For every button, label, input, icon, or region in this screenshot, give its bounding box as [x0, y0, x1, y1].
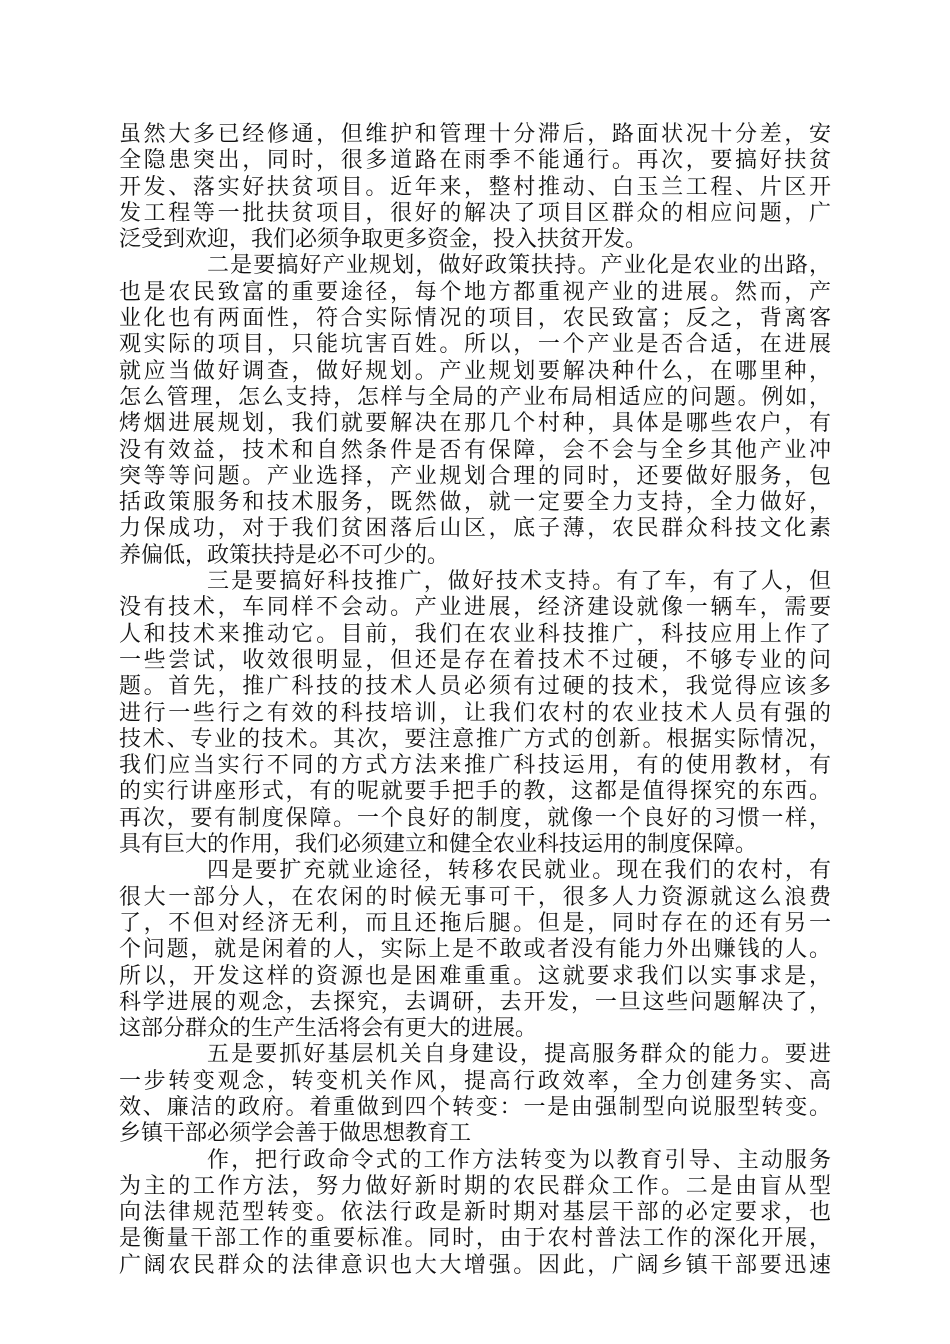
- text-line: 个问题，就是闲着的人，实际上是不敢或者没有能力外出赚钱的人。: [119, 937, 831, 963]
- text-line: 所以，开发这样的资源也是困难重重。这就要求我们以实事求是，: [119, 963, 831, 989]
- text-line: 作，把行政命令式的工作方法转变为以教育引导、主动服务: [207, 1147, 831, 1173]
- text-line: 广阔农民群众的法律意识也大大增强。因此，广阔乡镇干部要迅速: [119, 1252, 831, 1278]
- text-line: 人和技术来推动它。目前，我们在农业科技推广，科技应用上作了: [119, 621, 831, 647]
- text-line: 向法律规范型转变。依法行政是新时期对基层干部的必定要求，也: [119, 1200, 831, 1226]
- text-line: 养偏低，政策扶持是必不可少的。: [119, 542, 450, 568]
- paragraph-6: [119, 1148, 831, 1279]
- text-line: 烤烟进展规划，我们就要解决在那几个村种，具体是哪些农户，有: [119, 411, 831, 437]
- text-line: 进行一些行之有效的科技培训，让我们农村的农业技术人员有强的: [119, 700, 831, 726]
- text-line: 再次，要有制度保障。一个良好的制度，就像一个良好的习惯一样，: [119, 805, 831, 831]
- text-line: 怎么管理，怎么支持，怎样与全局的产业布局相适应的问题。例如，: [119, 384, 831, 410]
- text-line: 没有技术，车同样不会动。产业进展，经济建设就像一辆车，需要: [119, 595, 831, 621]
- text-line: 一些尝试，收效很明显，但还是存在着技术不过硬，不够专业的问: [119, 647, 831, 673]
- text-line: 开发、落实好扶贫项目。近年来，整村推动、白玉兰工程、片区开: [119, 174, 831, 200]
- text-line: 一步转变观念，转变机关作风，提高行政效率，全力创建务实、高: [119, 1068, 831, 1094]
- text-line: 效、廉洁的政府。着重做到四个转变：一是由强制型向说服型转变。: [119, 1094, 831, 1120]
- text-line: 泛受到欢迎，我们必须争取更多资金，投入扶贫开发。: [119, 227, 648, 253]
- text-line: 很大一部分人，在农闲的时候无事可干，很多人力资源就这么浪费: [119, 884, 831, 910]
- text-line: 是衡量干部工作的重要标准。同时，由于农村普法工作的深化开展，: [119, 1226, 831, 1252]
- text-line: 为主的工作方法，努力做好新时期的农民群众工作。二是由盲从型: [119, 1173, 831, 1199]
- text-line: 就应当做好调查，做好规划。产业规划要解决种什么，在哪里种，: [119, 358, 831, 384]
- text-line: 了，不但对经济无利，而且还拖后腿。但是，同时存在的还有另一: [119, 910, 831, 936]
- paragraph-4: [119, 858, 831, 1042]
- text-line: 技术、专业的技术。其次，要注意推广方式的创新。根据实际情况，: [119, 726, 831, 752]
- text-line: 业化也有两面性，符合实际情况的项目，农民致富；反之，背离客: [119, 306, 831, 332]
- text-line: 突等等问题。产业选择，产业规划合理的同时，还要做好服务，包: [119, 463, 831, 489]
- text-line: 二是要搞好产业规划，做好政策扶持。产业化是农业的出路，: [207, 253, 831, 279]
- text-line: 科学进展的观念，去探究，去调研，去开发，一旦这些问题解决了，: [119, 989, 831, 1015]
- paragraph-2: [119, 253, 831, 569]
- text-line: 力保成功，对于我们贫困落后山区，底子薄，农民群众科技文化素: [119, 516, 831, 542]
- document-page: [119, 122, 831, 1279]
- text-line: 全隐患突出，同时，很多道路在雨季不能通行。再次，要搞好扶贫: [119, 148, 831, 174]
- text-line: 五是要抓好基层机关自身建设，提高服务群众的能力。要进: [207, 1042, 831, 1068]
- text-line: 括政策服务和技术服务，既然做，就一定要全力支持，全力做好，: [119, 490, 831, 516]
- text-line: 的实行讲座形式，有的呢就要手把手的教，这都是值得探究的东西。: [119, 779, 831, 805]
- paragraph-1: [119, 122, 831, 253]
- text-line: 我们应当实行不同的方式方法来推广科技运用，有的使用教材，有: [119, 753, 831, 779]
- text-line: 三是要搞好科技推广，做好技术支持。有了车，有了人，但: [207, 569, 831, 595]
- text-line: 乡镇干部必须学会善于做思想教育工: [119, 1121, 472, 1147]
- paragraph-5: [119, 1042, 831, 1147]
- text-line: 四是要扩充就业途径，转移农民就业。现在我们的农村，有: [207, 858, 831, 884]
- text-line: 观实际的项目，只能坑害百姓。所以，一个产业是否合适，在进展: [119, 332, 831, 358]
- text-line: 没有效益，技术和自然条件是否有保障，会不会与全乡其他产业冲: [119, 437, 831, 463]
- text-line: 发工程等一批扶贫项目，很好的解决了项目区群众的相应问题，广: [119, 200, 831, 226]
- text-line: 这部分群众的生产生活将会有更大的进展。: [119, 1016, 538, 1042]
- paragraph-3: [119, 569, 831, 858]
- text-line: 虽然大多已经修通，但维护和管理十分滞后，路面状况十分差，安: [119, 122, 831, 147]
- text-line: 题。首先，推广科技的技术人员必须有过硬的技术，我觉得应该多: [119, 674, 831, 700]
- text-line: 具有巨大的作用，我们必须建立和健全农业科技运用的制度保障。: [119, 832, 758, 858]
- text-line: 也是农民致富的重要途径，每个地方都重视产业的进展。然而，产: [119, 279, 831, 305]
